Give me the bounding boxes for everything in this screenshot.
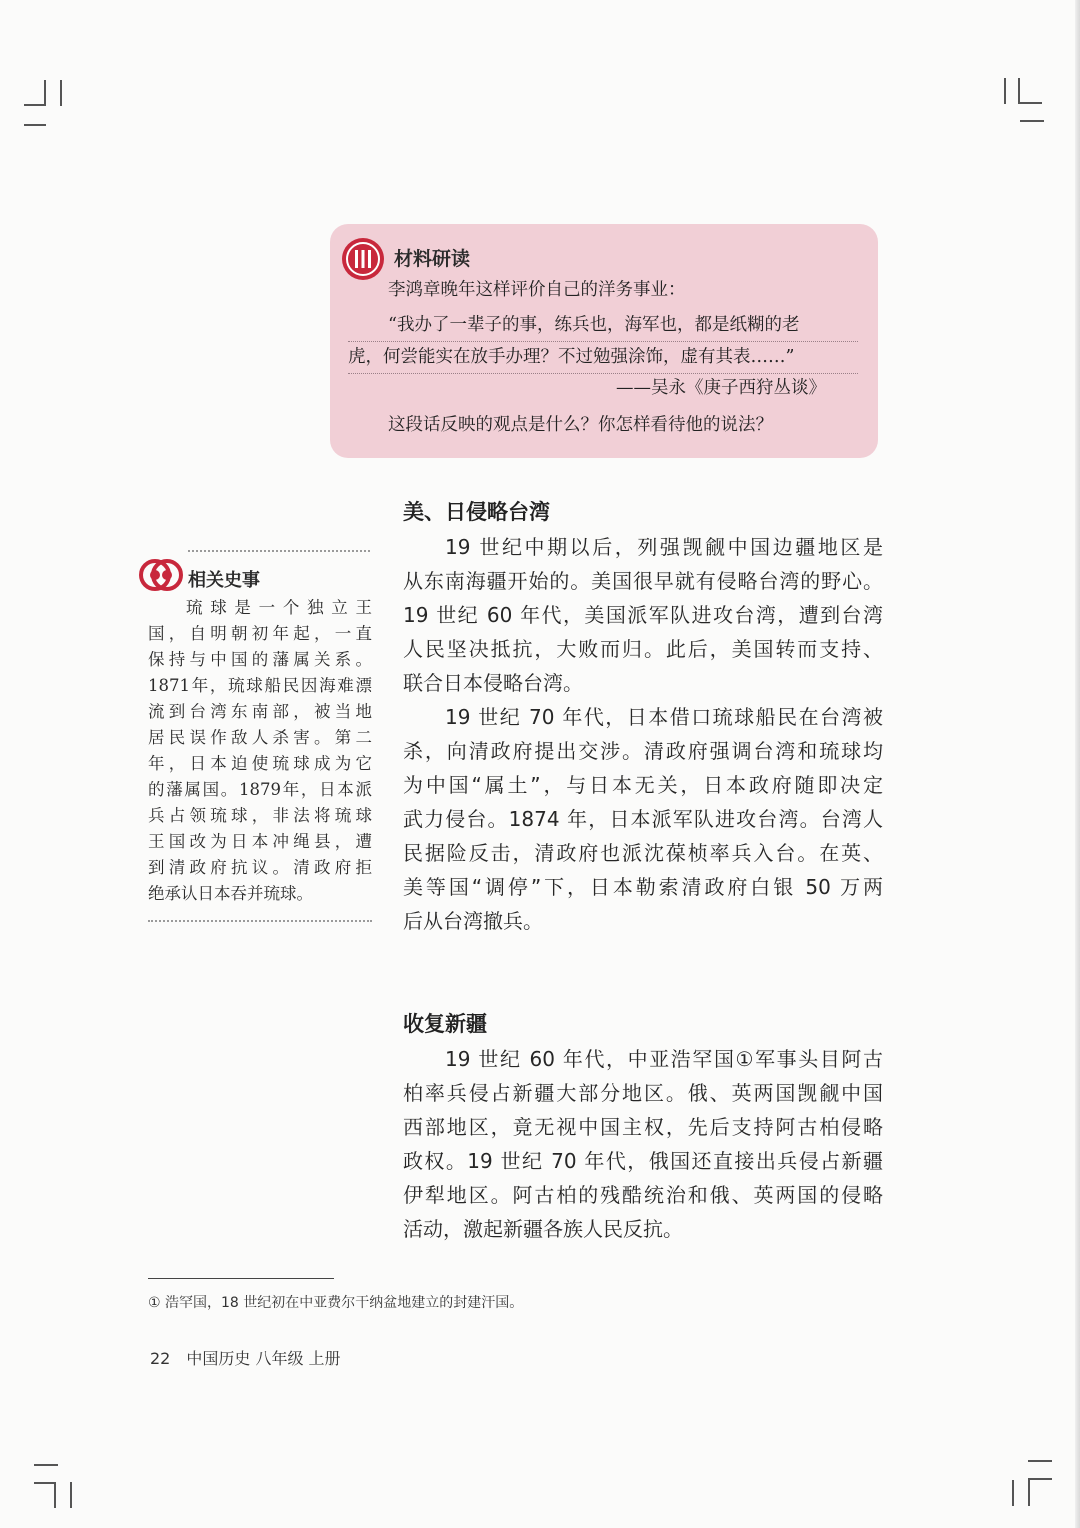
paragraph-line: 联合日本侵略台湾。 — [403, 671, 583, 695]
sidebar-line: 保持与中国的藩属关系。 — [148, 650, 372, 669]
paragraph-line: 19 世纪 60 年代，中亚浩罕国①军事头目阿古 — [445, 1047, 883, 1071]
material-title: 材料研读 — [394, 248, 471, 270]
paragraph-line: 伊犁地区。阿古柏的残酷统治和俄、英两国的侵略 — [403, 1183, 883, 1207]
sidebar-line: 兵占领琉球，非法将琉球 — [148, 806, 372, 825]
paragraph-line: 19 世纪 60 年代，美国派军队进攻台湾，遭到台湾 — [403, 603, 883, 627]
crop-mark — [1028, 1460, 1052, 1462]
crop-mark — [1028, 1478, 1052, 1480]
paragraph-line: 西部地区，竟无视中国主权，先后支持阿古柏侵略 — [403, 1115, 883, 1139]
sidebar-line: 国，自明朝初年起，一直 — [148, 624, 372, 643]
paragraph — [403, 700, 883, 938]
crop-mark — [24, 124, 46, 126]
paragraph — [403, 530, 883, 700]
crop-mark — [34, 1464, 58, 1466]
section-heading: 收复新疆 — [403, 1012, 487, 1036]
page-number: 22 — [150, 1349, 171, 1368]
sidebar-line: 王国改为日本冲绳县，遭 — [148, 832, 372, 851]
crop-mark — [1018, 102, 1042, 104]
paragraph-line: 美等国“调停”下，日本勒索清政府白银 50 万两 — [403, 875, 883, 899]
crop-mark — [60, 80, 62, 106]
related-history-swirl-icon — [138, 552, 184, 598]
paragraph-line: 民据险反击，清政府也派沈葆桢率兵入台。在英、 — [403, 841, 883, 865]
material-intro: 李鸿章晚年这样评价自己的洋务事业： — [388, 280, 686, 300]
crop-mark — [1004, 78, 1006, 104]
material-quote — [348, 310, 858, 374]
sidebar-line: 流到台湾东南部，被当地 — [148, 702, 372, 721]
paragraph-line: 杀，向清政府提出交涉。清政府强调台湾和琉球均 — [403, 739, 883, 763]
section-heading: 美、日侵略台湾 — [403, 500, 550, 524]
footnote-rule — [148, 1278, 334, 1279]
quote-line: 虎，何尝能实在放手办理？不过勉强涂饰，虚有其表……” — [348, 342, 858, 374]
material-study-box — [330, 224, 878, 458]
sidebar-text — [148, 595, 372, 907]
sidebar-title: 相关史事 — [188, 570, 260, 591]
sidebar-top-rule — [188, 550, 370, 552]
sidebar-line: 到清政府抗议。清政府拒 — [148, 858, 372, 877]
crop-mark — [1012, 1480, 1014, 1506]
crop-mark — [34, 1482, 56, 1484]
paragraph-line: 活动，激起新疆各族人民反抗。 — [403, 1217, 683, 1241]
paragraph-line: 柏率兵侵占新疆大部分地区。俄、英两国觊觎中国 — [403, 1081, 883, 1105]
crop-mark — [44, 80, 46, 106]
paragraph-line: 为中国“属土”，与日本无关，日本政府随即决定 — [403, 773, 883, 797]
crop-mark — [1028, 1480, 1030, 1506]
paragraph-line: 19 世纪 70 年代，日本借口琉球船民在台湾被 — [445, 705, 883, 729]
book-title: 中国历史 八年级 上册 — [186, 1349, 341, 1368]
sidebar-line: 绝承认日本吞并琉球。 — [148, 884, 313, 903]
crop-mark — [54, 1482, 56, 1508]
paragraph-line: 19 世纪中期以后，列强觊觎中国边疆地区是 — [445, 535, 883, 559]
paragraph-line: 从东南海疆开始的。美国很早就有侵略台湾的野心。 — [403, 569, 883, 593]
material-question: 这段话反映的观点是什么？你怎样看待他的说法？ — [388, 415, 773, 435]
page-folio — [150, 1346, 341, 1369]
sidebar-line: 年，日本迫使琉球成为它 — [148, 754, 372, 773]
sidebar-bottom-rule — [148, 920, 372, 922]
paragraph — [403, 1042, 883, 1246]
paragraph-line: 后从台湾撤兵。 — [403, 909, 543, 933]
footnote: ① 浩罕国，18 世纪初在中亚费尔干纳盆地建立的封建汗国。 — [148, 1295, 524, 1311]
quote-source: ——吴永《庚子西狩丛谈》 — [616, 378, 826, 398]
paragraph-line: 武力侵台。1874 年，日本派军队进攻台湾。台湾人 — [403, 807, 883, 831]
roman-three-badge-icon — [340, 236, 386, 282]
crop-mark — [70, 1482, 72, 1508]
crop-mark — [1018, 78, 1020, 104]
crop-mark — [1020, 120, 1044, 122]
sidebar-line: 的藩属国。1879年，日本派 — [148, 780, 372, 799]
page-edge — [1075, 0, 1080, 1528]
quote-line: “我办了一辈子的事，练兵也，海军也，都是纸糊的老 — [348, 310, 858, 342]
sidebar-line: 1871年，琉球船民因海难漂 — [148, 676, 372, 695]
sidebar-line: 居民误作敌人杀害。第二 — [148, 728, 372, 747]
sidebar-line: 琉球是一个独立王 — [186, 598, 372, 617]
paragraph-line: 政权。19 世纪 70 年代，俄国还直接出兵侵占新疆 — [403, 1149, 883, 1173]
paragraph-line: 人民坚决抵抗，大败而归。此后，美国转而支持、 — [403, 637, 883, 661]
crop-mark — [24, 104, 46, 106]
